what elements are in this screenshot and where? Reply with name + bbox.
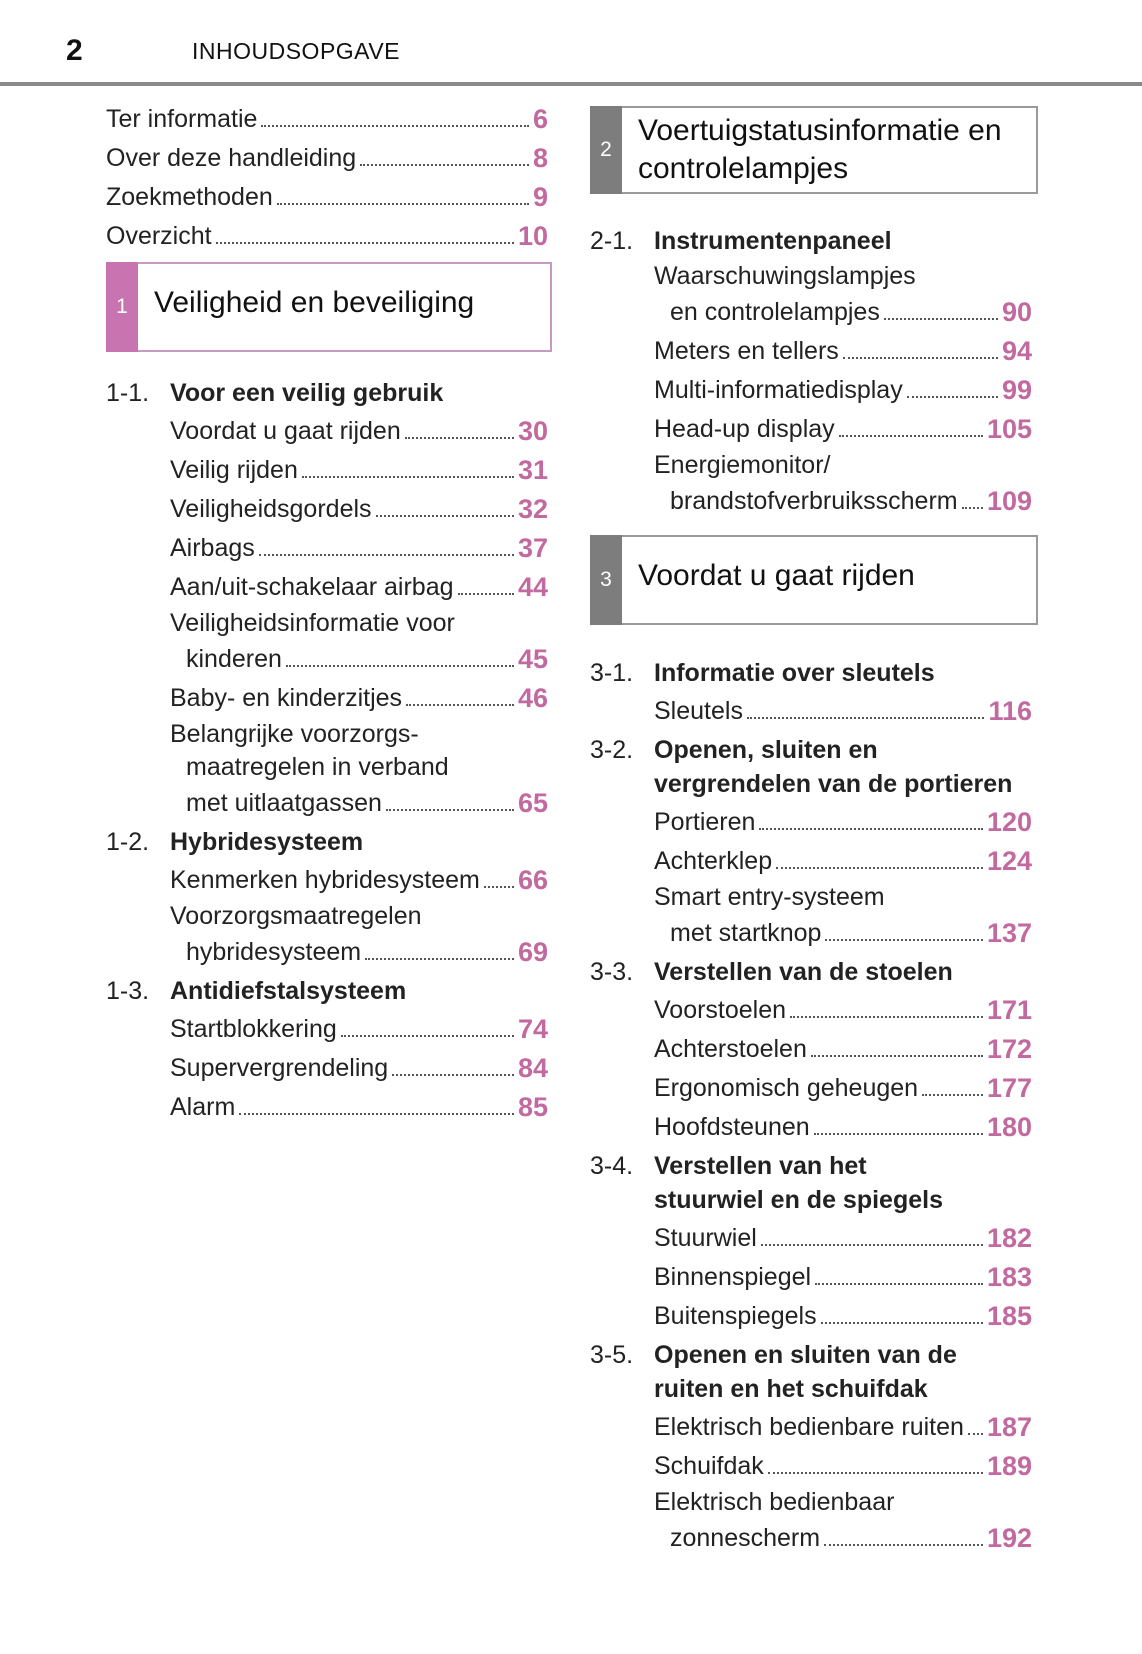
toc-entry[interactable]: Voorstoelen 171 [590,989,1032,1028]
page-ref: 183 [986,1262,1032,1292]
toc-entry[interactable]: Stuurwiel 182 [590,1217,1032,1256]
toc-entry[interactable]: Startblokkering 74 [106,1008,548,1047]
toc-entry[interactable]: brandstofverbruiksscherm 109 [590,480,1032,519]
page-ref: 171 [986,995,1032,1025]
page-ref: 124 [986,846,1032,876]
toc-entry[interactable]: met uitlaatgassen 65 [106,782,548,821]
toc-entry-line: Energiemonitor/ [654,451,831,479]
page-ref: 172 [986,1034,1032,1064]
page-ref: 182 [986,1223,1032,1253]
page-ref: 116 [988,696,1032,726]
chapter-1-list [106,372,548,1125]
page-ref: 46 [517,683,548,713]
page-ref: 189 [986,1451,1032,1481]
page-ref: 66 [517,865,548,895]
toc-entry-line: Elektrisch bedienbaar [654,1488,895,1516]
toc-entry-line: Waarschuwingslampjes [654,262,916,290]
chapter-2-list [590,220,1032,519]
chapter-title: Veiligheid en beveiliging [154,286,475,319]
page-ref: 32 [517,494,548,524]
toc-entry[interactable]: Baby- en kinderzitjes 46 [106,677,548,716]
toc-entry[interactable]: Overzicht 10 [106,215,548,254]
toc-entry[interactable]: Binnenspiegel 183 [590,1256,1032,1295]
section-heading[interactable]: 1-2. Hybridesysteem [106,828,364,856]
toc-entry[interactable]: met startknop 137 [590,912,1032,951]
toc-entry[interactable]: zonnescherm 192 [590,1517,1032,1556]
page-ref: 30 [517,416,548,446]
chapter-title: Voertuigstatusinformatie en controlelampjes [638,114,1002,185]
page-ref: 187 [986,1412,1032,1442]
page-ref: 44 [517,572,548,602]
toc-entry[interactable]: Kenmerken hybridesysteem 66 [106,859,548,898]
toc-entry[interactable]: Aan/uit-schakelaar airbag 44 [106,566,548,605]
page-ref: 90 [1001,297,1032,327]
toc-entry[interactable]: Portieren 120 [590,801,1032,840]
page-ref: 137 [986,918,1032,948]
page-ref: 65 [517,788,548,818]
toc-entry[interactable]: Voordat u gaat rijden 30 [106,410,548,449]
toc-entry[interactable]: Achterstoelen 172 [590,1028,1032,1067]
page-ref: 31 [517,455,548,485]
toc-entry[interactable]: Meters en tellers 94 [590,330,1032,369]
section-heading[interactable]: 3-4. Verstellen van het stuurwiel en de spiegels [590,1152,943,1214]
section-heading[interactable]: 2-1. Instrumentenpaneel [590,227,892,255]
header-divider [0,82,1142,86]
page-ref: 74 [517,1014,548,1044]
section-heading[interactable]: 1-1. Voor een veilig gebruik [106,379,444,407]
toc-entry[interactable]: Achterklep 124 [590,840,1032,879]
page-ref: 180 [986,1112,1032,1142]
chapter-number-tab: 2 [590,106,622,194]
toc-entry-line: Voorzorgsmaatregelen [170,902,422,930]
page-ref: 37 [517,533,548,563]
section-heading[interactable]: 3-3. Verstellen van de stoelen [590,958,953,986]
page-ref: 109 [986,486,1032,516]
page-ref: 177 [986,1073,1032,1103]
page-ref: 192 [986,1523,1032,1553]
section-heading[interactable]: 1-3. Antidiefstalsysteem [106,977,407,1005]
chapter-1-header[interactable] [106,262,552,352]
page-ref: 8 [532,143,548,173]
toc-entry[interactable]: Head-up display 105 [590,408,1032,447]
toc-entry[interactable]: Ter informatie 6 [106,98,548,137]
page-header [0,0,1142,88]
toc-entry[interactable]: Hoofdsteunen 180 [590,1106,1032,1145]
chapter-number-tab: 3 [590,535,622,625]
section-heading[interactable]: 3-2. Openen, sluiten en vergrendelen van de portieren [590,736,1013,798]
toc-entry[interactable]: Zoekmethoden 9 [106,176,548,215]
section-heading[interactable]: 3-5. Openen en sluiten van de ruiten en het schuifdak [590,1341,957,1403]
toc-entry[interactable]: Multi-informatiedisplay 99 [590,369,1032,408]
page-ref: 10 [517,221,548,251]
chapter-3-header[interactable] [590,535,1038,625]
page-ref: 99 [1001,375,1032,405]
page-ref: 9 [532,182,548,212]
toc-entry[interactable]: kinderen 45 [106,638,548,677]
intro-list [106,98,548,254]
page-number: 2 [66,34,83,67]
header-title: INHOUDSOPGAVE [192,38,400,64]
toc-entry[interactable]: Schuifdak 189 [590,1445,1032,1484]
toc-entry[interactable]: Elektrisch bedienbare ruiten 187 [590,1406,1032,1445]
toc-entry[interactable]: Sleutels 116 [590,690,1032,729]
toc-entry[interactable]: Buitenspiegels 185 [590,1295,1032,1334]
toc-entry[interactable]: Veilig rijden 31 [106,449,548,488]
toc-entry[interactable]: Airbags 37 [106,527,548,566]
toc-entry[interactable]: Supervergrendeling 84 [106,1047,548,1086]
toc-entry[interactable]: hybridesysteem 69 [106,931,548,970]
page-ref: 6 [532,104,548,134]
page-ref: 85 [517,1092,548,1122]
section-heading[interactable]: 3-1. Informatie over sleutels [590,659,935,687]
page-ref: 94 [1001,336,1032,366]
page-ref: 84 [517,1053,548,1083]
page-ref: 69 [517,937,548,967]
toc-entry[interactable]: Alarm 85 [106,1086,548,1125]
chapter-title: Voordat u gaat rijden [638,559,915,592]
toc-entry-line: maatregelen in verband [186,753,449,781]
toc-entry[interactable]: Veiligheidsgordels 32 [106,488,548,527]
chapter-number-tab: 1 [106,262,138,352]
toc-entry-line: Smart entry-systeem [654,883,885,911]
page-ref: 185 [986,1301,1032,1331]
chapter-3-list [590,652,1032,1556]
toc-entry-line: Belangrijke voorzorgs- [170,720,419,748]
toc-entry[interactable]: en controlelampjes 90 [590,291,1032,330]
page-ref: 120 [986,807,1032,837]
page-ref: 45 [517,644,548,674]
toc-entry-line: Veiligheidsinformatie voor [170,609,455,637]
toc-entry[interactable]: Over deze handleiding 8 [106,137,548,176]
toc-entry[interactable]: Ergonomisch geheugen 177 [590,1067,1032,1106]
page-ref: 105 [986,414,1032,444]
chapter-2-header[interactable] [590,106,1038,194]
